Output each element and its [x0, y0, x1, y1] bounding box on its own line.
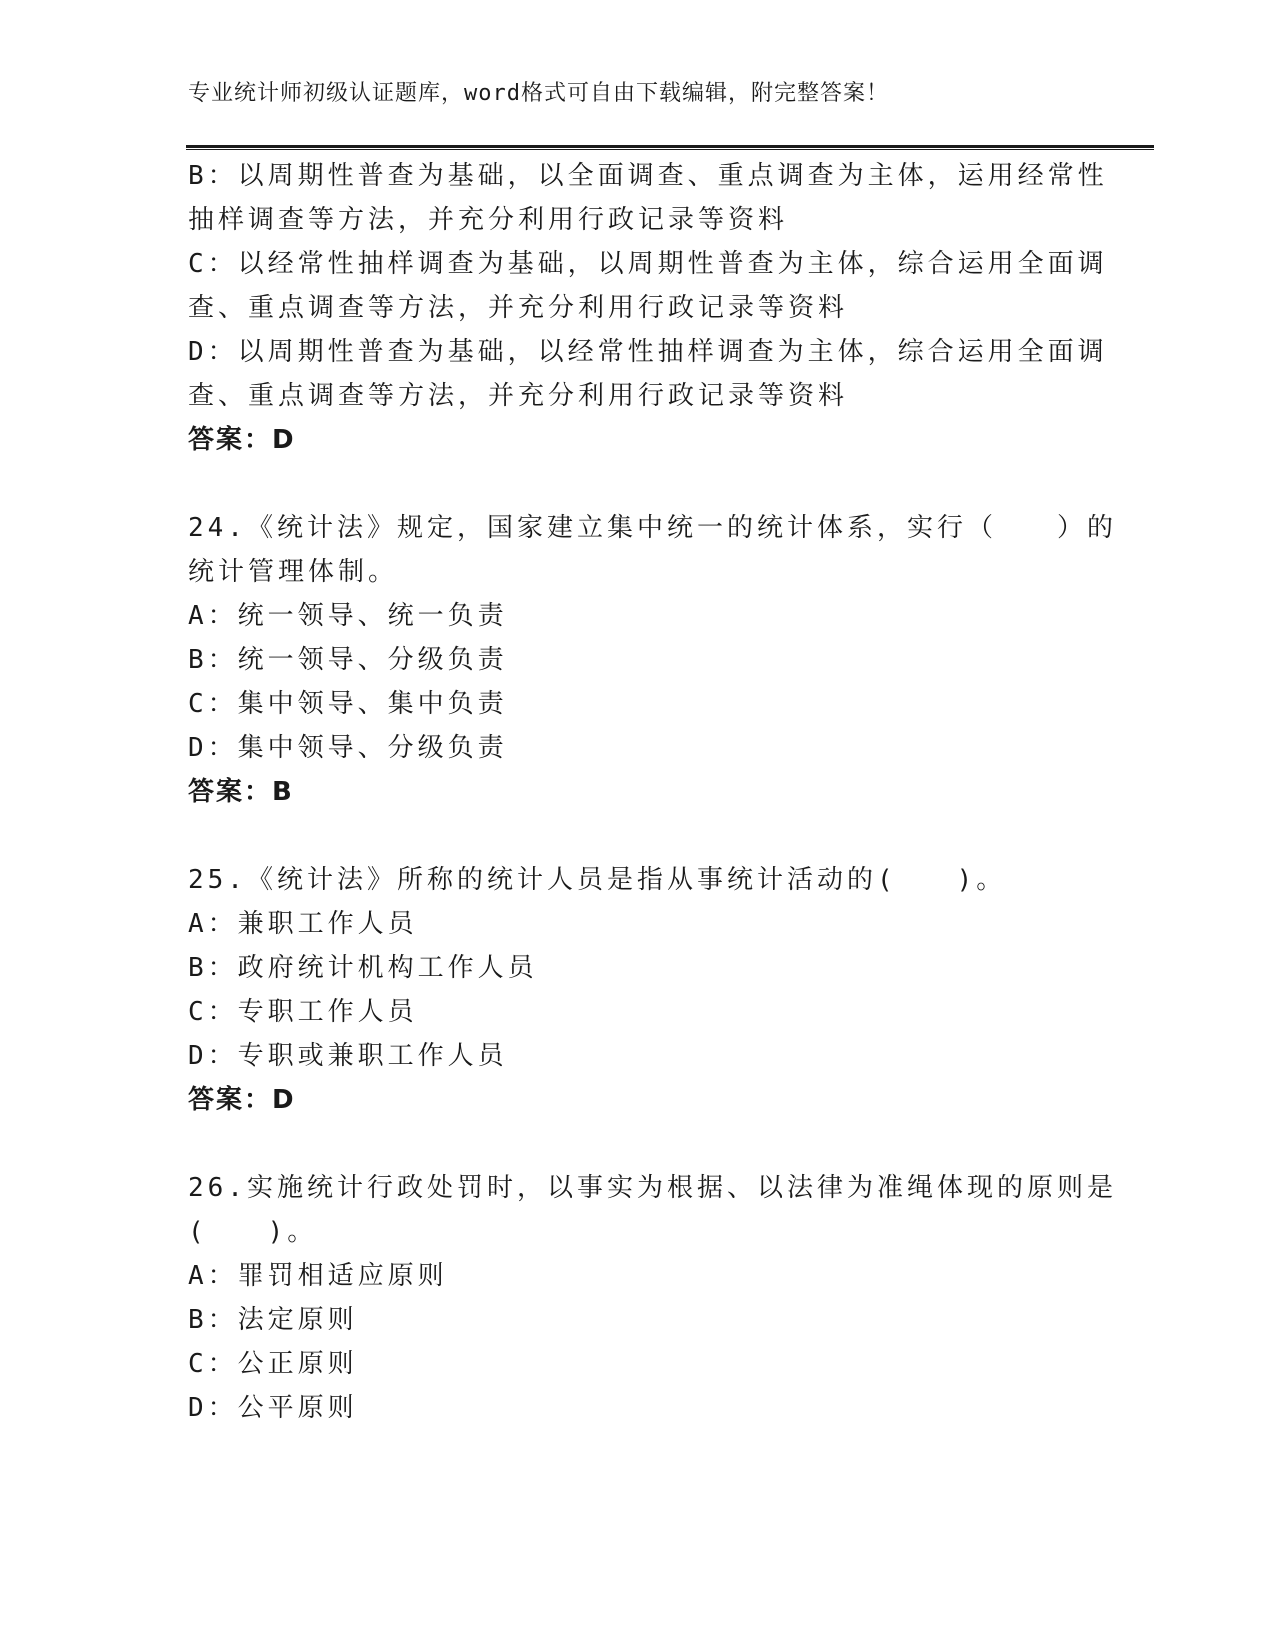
question-26-option-c: C：公正原则	[188, 1349, 358, 1379]
question-26-option-b: B：法定原则	[188, 1305, 358, 1335]
question-24-option-b: B：统一领导、分级负责	[188, 645, 508, 675]
header-divider	[186, 145, 1154, 150]
question-24-stem-line-1: 24.《统计法》规定，国家建立集中统一的统计体系，实行（ ）的	[188, 513, 1117, 543]
question-24-answer: 答案：B	[188, 777, 294, 807]
question-24-option-a: A：统一领导、统一负责	[188, 601, 508, 631]
question-24-option-d: D：集中领导、分级负责	[188, 733, 508, 763]
question-26-stem-line-1: 26.实施统计行政处罚时，以事实为根据、以法律为准绳体现的原则是	[188, 1173, 1117, 1203]
question-25-option-c: C：专职工作人员	[188, 997, 418, 1027]
question-26-option-a: A：罪罚相适应原则	[188, 1261, 448, 1291]
question-25-option-d: D：专职或兼职工作人员	[188, 1041, 508, 1071]
question-25-stem-line-1: 25.《统计法》所称的统计人员是指从事统计活动的( )。	[188, 865, 1007, 895]
question-24-stem-line-2: 统计管理体制。	[188, 557, 399, 587]
question-26-stem-line-2: ( )。	[188, 1217, 318, 1247]
question-23-option-d-line-2: 查、重点调查等方法，并充分利用行政记录等资料	[188, 381, 849, 411]
question-23-option-b-line-1: B：以周期性普查为基础，以全面调查、重点调查为主体，运用经常性	[188, 161, 1108, 191]
question-23-option-d-line-1: D：以周期性普查为基础，以经常性抽样调查为主体，综合运用全面调	[188, 337, 1108, 367]
question-23-answer: 答案：D	[188, 425, 296, 455]
question-23-option-c-line-2: 查、重点调查等方法，并充分利用行政记录等资料	[188, 293, 849, 323]
question-26-option-d: D：公平原则	[188, 1393, 358, 1423]
question-25-option-a: A：兼职工作人员	[188, 909, 418, 939]
question-25-answer: 答案：D	[188, 1085, 296, 1115]
question-23-option-b-line-2: 抽样调查等方法，并充分利用行政记录等资料	[188, 205, 789, 235]
document-header: 专业统计师初级认证题库，word格式可自由下载编辑，附完整答案！	[188, 81, 889, 106]
question-23-option-c-line-1: C：以经常性抽样调查为基础，以周期性普查为主体，综合运用全面调	[188, 249, 1108, 279]
question-24-option-c: C：集中领导、集中负责	[188, 689, 508, 719]
question-25-option-b: B：政府统计机构工作人员	[188, 953, 538, 983]
